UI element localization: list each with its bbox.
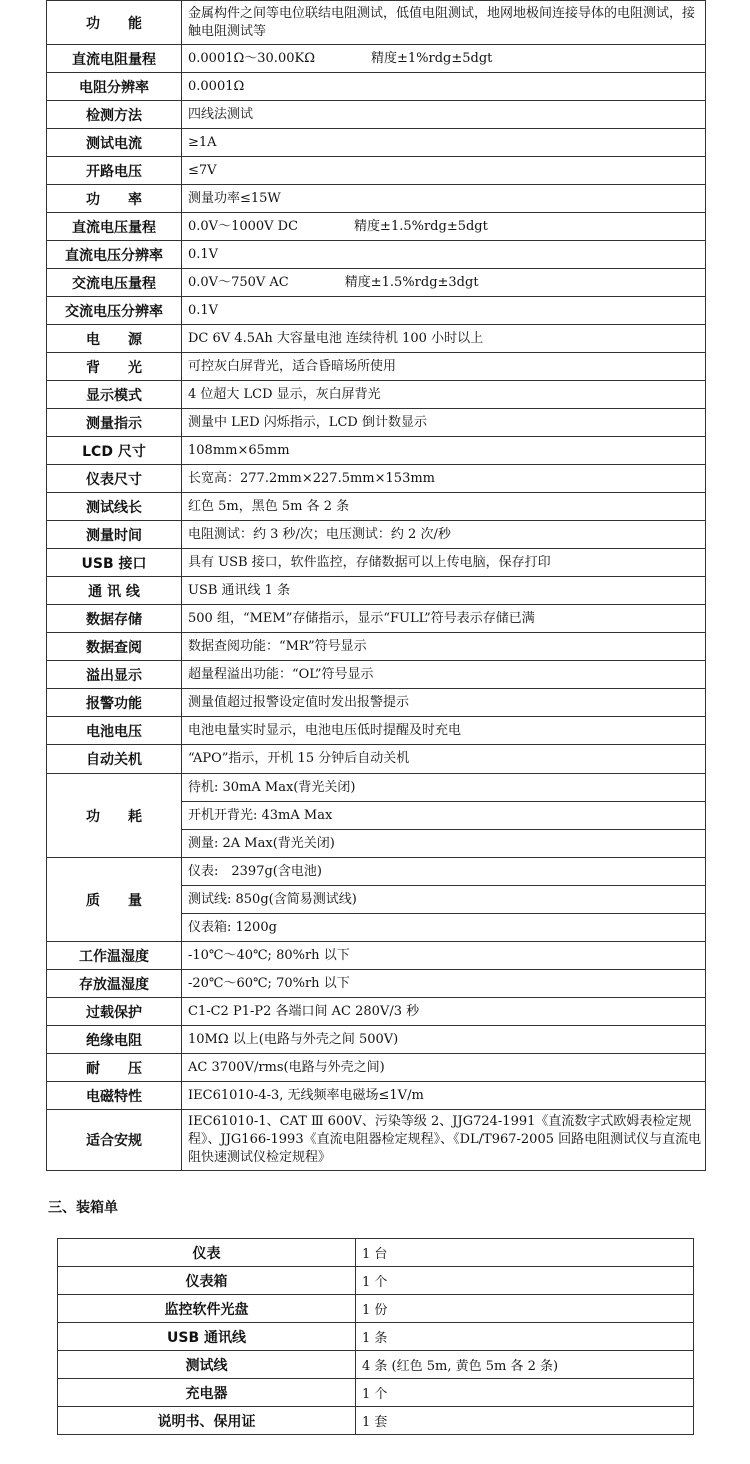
spec-key: 检测方法 bbox=[47, 101, 182, 129]
spec-value: 待机: 30mA Max(背光关闭) bbox=[182, 774, 706, 802]
table-row bbox=[47, 465, 706, 493]
table-row bbox=[47, 213, 706, 241]
packing-table bbox=[57, 1238, 694, 1435]
spec-value: 长宽高：277.2mm×227.5mm×153mm bbox=[182, 465, 706, 493]
section-heading: 三、装箱单 bbox=[48, 1200, 118, 1216]
table-row bbox=[58, 1239, 694, 1267]
table-row bbox=[47, 325, 706, 353]
spec-value: 四线法测试 bbox=[182, 101, 706, 129]
spec-key: 交流电压量程 bbox=[47, 269, 182, 297]
table-row bbox=[47, 1054, 706, 1082]
packing-qty: 1 个 bbox=[356, 1379, 694, 1407]
table-row bbox=[47, 858, 706, 886]
table-row bbox=[47, 157, 706, 185]
table-row bbox=[47, 745, 706, 774]
spec-value: C1-C2 P1-P2 各端口间 AC 280V/3 秒 bbox=[182, 998, 706, 1026]
table-row bbox=[47, 493, 706, 521]
spec-value: ≤7V bbox=[182, 157, 706, 185]
packing-item: 充电器 bbox=[58, 1379, 356, 1407]
spec-key: 功 耗 bbox=[47, 774, 182, 858]
spec-key: 直流电阻量程 bbox=[47, 45, 182, 73]
spec-value: 数据查阅功能：“MR”符号显示 bbox=[182, 633, 706, 661]
spec-key: 功 率 bbox=[47, 185, 182, 213]
spec-key: 通 讯 线 bbox=[47, 577, 182, 605]
table-row bbox=[47, 577, 706, 605]
spec-value: DC 6V 4.5Ah 大容量电池 连续待机 100 小时以上 bbox=[182, 325, 706, 353]
spec-value: IEC61010-4-3, 无线频率电磁场≤1V/m bbox=[182, 1082, 706, 1110]
spec-key: 自动关机 bbox=[47, 745, 182, 774]
table-row bbox=[47, 633, 706, 661]
spec-value: 超量程溢出功能：“OL”符号显示 bbox=[182, 661, 706, 689]
spec-value: USB 通讯线 1 条 bbox=[182, 577, 706, 605]
spec-key: 功 能 bbox=[47, 1, 182, 45]
packing-qty: 1 份 bbox=[356, 1295, 694, 1323]
spec-value: 红色 5m，黑色 5m 各 2 条 bbox=[182, 493, 706, 521]
spec-value: -10℃～40℃; 80%rh 以下 bbox=[182, 942, 706, 970]
spec-value: “APO”指示，开机 15 分钟后自动关机 bbox=[182, 745, 706, 774]
spec-value: 4 位超大 LCD 显示，灰白屏背光 bbox=[182, 381, 706, 409]
table-row bbox=[47, 73, 706, 101]
packing-item: USB 通讯线 bbox=[58, 1323, 356, 1351]
spec-value: 具有 USB 接口，软件监控，存储数据可以上传电脑，保存打印 bbox=[182, 549, 706, 577]
spec-value-cell bbox=[182, 269, 706, 297]
spec-key: 存放温湿度 bbox=[47, 970, 182, 998]
packing-qty: 1 套 bbox=[356, 1407, 694, 1435]
spec-key: 溢出显示 bbox=[47, 661, 182, 689]
spec-value: 测量: 2A Max(背光关闭) bbox=[182, 830, 706, 858]
spec-accuracy: 精度±1.5%rdg±3dgt bbox=[344, 274, 479, 290]
spec-key: 直流电压分辨率 bbox=[47, 241, 182, 269]
spec-key: 电阻分辨率 bbox=[47, 73, 182, 101]
table-row bbox=[47, 241, 706, 269]
spec-accuracy: 精度±1%rdg±5dgt bbox=[370, 50, 493, 66]
table-row bbox=[47, 717, 706, 745]
table-row bbox=[47, 661, 706, 689]
spec-key: 开路电压 bbox=[47, 157, 182, 185]
spec-value: 10MΩ 以上(电路与外壳之间 500V) bbox=[182, 1026, 706, 1054]
spec-value: 108mm×65mm bbox=[182, 437, 706, 465]
packing-item: 说明书、保用证 bbox=[58, 1407, 356, 1435]
table-row bbox=[47, 409, 706, 437]
spec-key: 测试电流 bbox=[47, 129, 182, 157]
spec-value: 仪表: 2397g(含电池) bbox=[182, 858, 706, 886]
table-row bbox=[47, 297, 706, 325]
table-row bbox=[47, 1, 706, 45]
table-row bbox=[47, 101, 706, 129]
packing-item: 监控软件光盘 bbox=[58, 1295, 356, 1323]
table-row bbox=[58, 1295, 694, 1323]
table-row bbox=[47, 1082, 706, 1110]
table-row bbox=[47, 45, 706, 73]
table-row bbox=[47, 1110, 706, 1171]
spec-key: 绝缘电阻 bbox=[47, 1026, 182, 1054]
spec-key: 耐 压 bbox=[47, 1054, 182, 1082]
table-row bbox=[47, 269, 706, 297]
spec-value: 0.0V～1000V DC bbox=[188, 218, 299, 234]
spec-key: 背 光 bbox=[47, 353, 182, 381]
packing-item: 仪表箱 bbox=[58, 1267, 356, 1295]
spec-value: 0.0V～750V AC bbox=[188, 274, 289, 290]
spec-value: 测量中 LED 闪烁指示，LCD 倒计数显示 bbox=[182, 409, 706, 437]
spec-value: 0.0001Ω bbox=[182, 73, 706, 101]
packing-qty: 1 条 bbox=[356, 1323, 694, 1351]
table-row bbox=[47, 353, 706, 381]
table-row bbox=[58, 1407, 694, 1435]
spec-key: 电 源 bbox=[47, 325, 182, 353]
spec-key: 数据查阅 bbox=[47, 633, 182, 661]
spec-value: AC 3700V/rms(电路与外壳之间) bbox=[182, 1054, 706, 1082]
spec-key: 测量指示 bbox=[47, 409, 182, 437]
spec-table bbox=[46, 0, 706, 1171]
spec-value-cell bbox=[182, 45, 706, 73]
table-row bbox=[47, 521, 706, 549]
spec-value: 测试线: 850g(含简易测试线) bbox=[182, 886, 706, 914]
spec-key: 适合安规 bbox=[47, 1110, 182, 1171]
spec-value: 0.1V bbox=[182, 241, 706, 269]
spec-value: IEC61010-1、CAT Ⅲ 600V、污染等级 2、JJG724-1991《直流数字式欧姆表检定规程》、JJG166-1993《直流电阻器检定规程》、《DL/T967-2005 回路电阻测试仪与直流电阻快速测试仪检定规程》 bbox=[182, 1110, 706, 1171]
spec-value: 0.0001Ω～30.00KΩ bbox=[188, 50, 315, 66]
spec-key: 电磁特性 bbox=[47, 1082, 182, 1110]
spec-value: 测量功率≤15W bbox=[182, 185, 706, 213]
spec-key: 仪表尺寸 bbox=[47, 465, 182, 493]
table-row bbox=[47, 774, 706, 802]
spec-value: 仪表箱: 1200g bbox=[182, 914, 706, 942]
spec-key: LCD 尺寸 bbox=[47, 437, 182, 465]
table-row bbox=[47, 437, 706, 465]
table-row bbox=[47, 942, 706, 970]
packing-item: 仪表 bbox=[58, 1239, 356, 1267]
spec-value: 开机开背光: 43mA Max bbox=[182, 802, 706, 830]
table-row bbox=[58, 1267, 694, 1295]
spec-key: 电池电压 bbox=[47, 717, 182, 745]
spec-value: 电池电量实时显示，电池电压低时提醒及时充电 bbox=[182, 717, 706, 745]
table-row bbox=[58, 1351, 694, 1379]
spec-value-cell bbox=[182, 213, 706, 241]
table-row bbox=[47, 185, 706, 213]
table-row bbox=[47, 129, 706, 157]
spec-value: 可控灰白屏背光，适合昏暗场所使用 bbox=[182, 353, 706, 381]
spec-value: 测量值超过报警设定值时发出报警提示 bbox=[182, 689, 706, 717]
table-row bbox=[58, 1379, 694, 1407]
spec-value: ≥1A bbox=[182, 129, 706, 157]
spec-key: 报警功能 bbox=[47, 689, 182, 717]
spec-key: 测量时间 bbox=[47, 521, 182, 549]
table-row bbox=[47, 605, 706, 633]
spec-accuracy: 精度±1.5%rdg±5dgt bbox=[354, 218, 488, 234]
packing-qty: 1 个 bbox=[356, 1267, 694, 1295]
spec-key: 质 量 bbox=[47, 858, 182, 942]
spec-key: 数据存储 bbox=[47, 605, 182, 633]
spec-key: USB 接口 bbox=[47, 549, 182, 577]
spec-value: 0.1V bbox=[182, 297, 706, 325]
spec-key: 工作温湿度 bbox=[47, 942, 182, 970]
table-row bbox=[47, 970, 706, 998]
packing-qty: 4 条 (红色 5m, 黄色 5m 各 2 条) bbox=[356, 1351, 694, 1379]
table-row bbox=[47, 1026, 706, 1054]
table-row bbox=[58, 1323, 694, 1351]
table-row bbox=[47, 998, 706, 1026]
spec-value: -20℃～60℃; 70%rh 以下 bbox=[182, 970, 706, 998]
spec-value: 金属构件之间等电位联结电阻测试，低值电阻测试，地网地极间连接导体的电阻测试，接触电阻测试等 bbox=[182, 1, 706, 45]
spec-key: 交流电压分辨率 bbox=[47, 297, 182, 325]
table-row bbox=[47, 689, 706, 717]
spec-key: 显示模式 bbox=[47, 381, 182, 409]
packing-item: 测试线 bbox=[58, 1351, 356, 1379]
spec-key: 直流电压量程 bbox=[47, 213, 182, 241]
spec-key: 测试线长 bbox=[47, 493, 182, 521]
table-row bbox=[47, 549, 706, 577]
spec-value: 电阻测试：约 3 秒/次；电压测试：约 2 次/秒 bbox=[182, 521, 706, 549]
spec-key: 过载保护 bbox=[47, 998, 182, 1026]
table-row bbox=[47, 381, 706, 409]
packing-qty: 1 台 bbox=[356, 1239, 694, 1267]
spec-value: 500 组，“MEM”存储指示，显示“FULL”符号表示存储已满 bbox=[182, 605, 706, 633]
